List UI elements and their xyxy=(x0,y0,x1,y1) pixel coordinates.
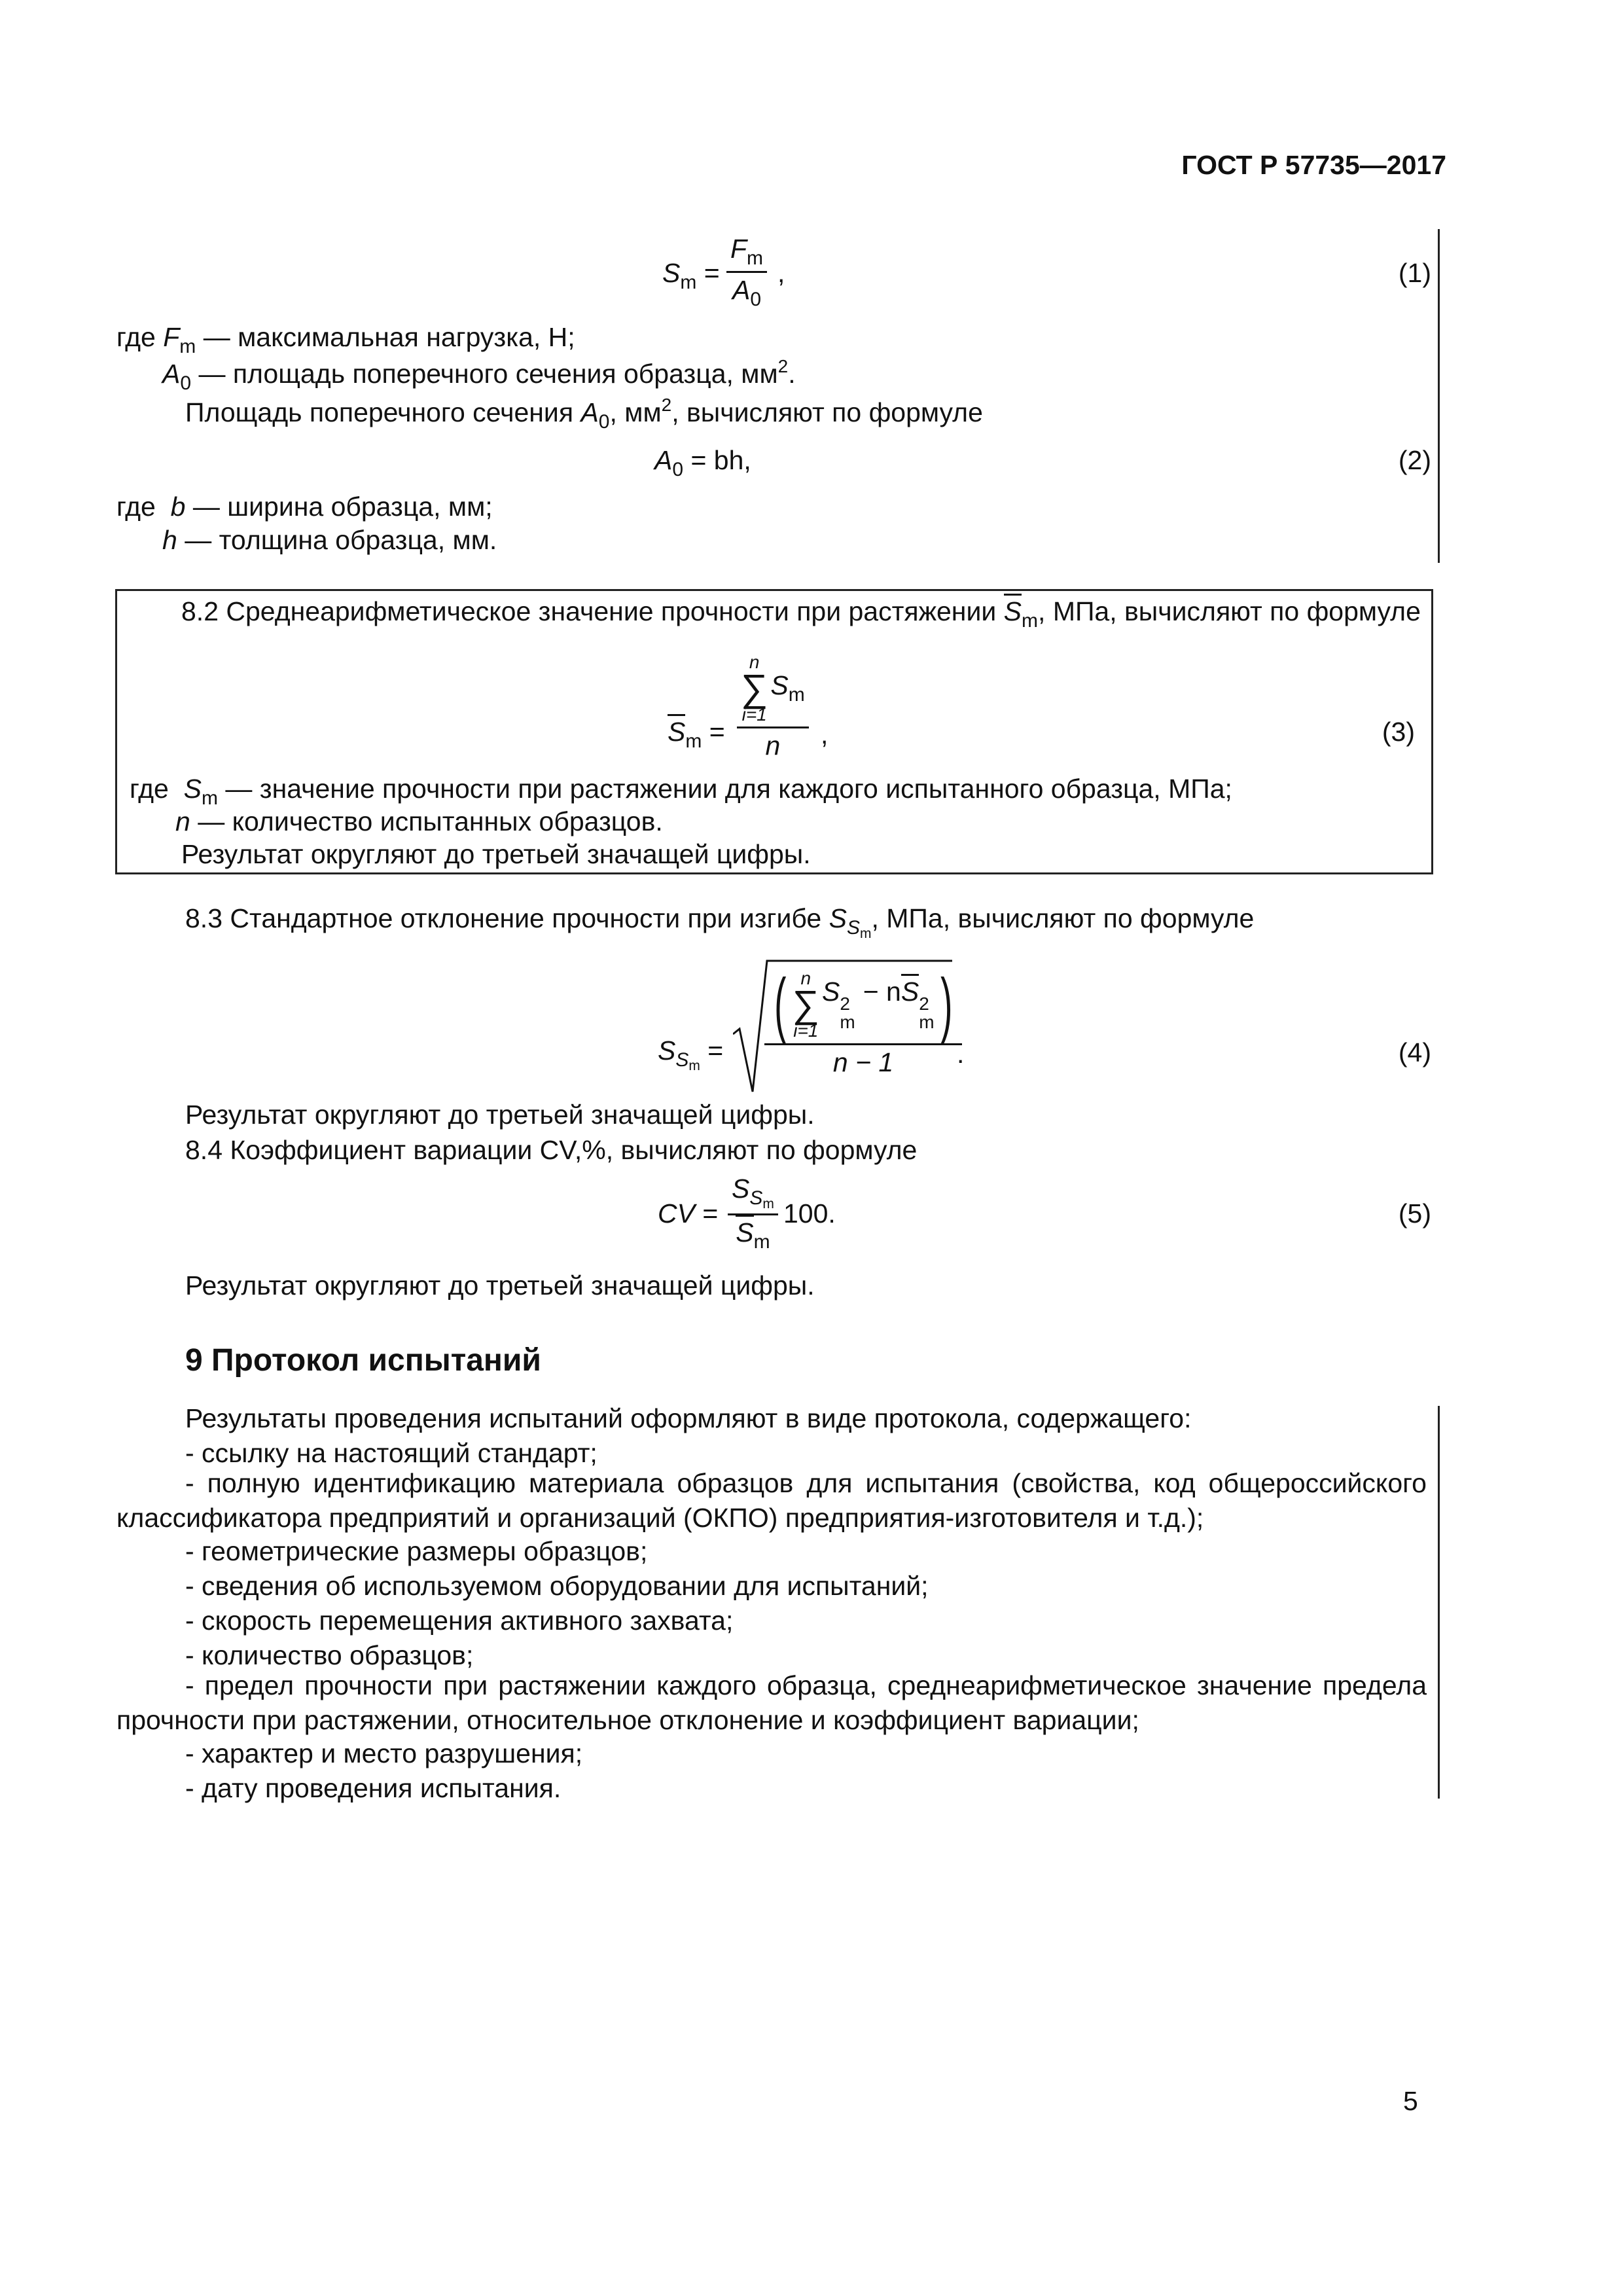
area-intro-text: Площадь поперечного сечения $A_0$, $мм^2$, вычисляют по формуле xyxy=(185,395,983,433)
protocol-item: - полную идентификацию материала образцов для испытания (свойства, код общероссийского классификатора предприятий и организаций (ОКПО) предприятия-изготовителя и т.д.); xyxy=(116,1468,1427,1533)
formula-5-number: (5) xyxy=(1398,1198,1431,1229)
protocol-item: - количество образцов; xyxy=(185,1640,474,1670)
formula-1-number: (1) xyxy=(1398,258,1431,288)
section-8-4-rounding: Результат округляют до третьей значащей цифры. xyxy=(185,1270,815,1300)
section-8-2-where-2: n — количество испытанных образцов. xyxy=(175,806,663,836)
protocol-item: - сведения об используемом оборудовании для испытаний; xyxy=(185,1571,929,1601)
formula-3-fraction: n ∑ i=1 $S_m$ n xyxy=(737,653,809,759)
protocol-item: - предел прочности при растяжении каждого образца, среднеарифметическое значение предела прочности при растяжении, относительное отклонение и коэффициент вариации; xyxy=(116,1670,1427,1735)
formula-4-period: . xyxy=(957,1039,965,1069)
revision-bar-top xyxy=(1438,229,1440,563)
formula-2: $A_0$ = bh, xyxy=(654,445,751,480)
formula-3-number: (3) xyxy=(1382,717,1415,747)
revision-bar-bottom xyxy=(1438,1406,1440,1799)
section-9-heading: 9 Протокол испытаний xyxy=(185,1343,541,1378)
protocol-item: - дату проведения испытания. xyxy=(185,1773,562,1803)
section-8-4-intro: 8.4 Коэффициент вариации CV,%, вычисляют по формуле xyxy=(185,1135,918,1165)
formula-3-comma: , xyxy=(821,719,829,749)
where-2-line-1: где b — ширина образца, мм; xyxy=(116,492,493,522)
section-8-3-intro: 8.3 Стандартное отклонение прочности при изгибе $S_{S_m}$, МПа, вычисляют по формуле xyxy=(185,903,1255,941)
formula-3-lhs: $S_m$ = xyxy=(668,719,725,751)
section-8-3-rounding: Результат округляют до третьей значащей цифры. xyxy=(185,1100,815,1130)
formula-4-fraction: ( n ∑ i=1 S 2 m − nS 2 m ) n − 1 xyxy=(764,969,962,1076)
section-8-2-intro: 8.2 Среднеарифметическое значение прочности при растяжении $S_m$, МПа, вычисляют по формуле xyxy=(181,598,1421,631)
section-8-2-rounding: Результат округляют до третьей значащей цифры. xyxy=(181,839,811,869)
where-2-line-2: h — толщина образца, мм. xyxy=(162,525,497,555)
formula-4-number: (4) xyxy=(1398,1037,1431,1067)
protocol-item: - ссылку на настоящий стандарт; xyxy=(185,1438,597,1468)
document-header: ГОСТ Р 57735—2017 xyxy=(1181,150,1446,180)
page-number: 5 xyxy=(1403,2086,1418,2116)
protocol-item: - геометрические размеры образцов; xyxy=(185,1536,648,1566)
formula-4-lhs: $S_{S_m}$ = xyxy=(658,1035,724,1073)
section-9-intro: Результаты проведения испытаний оформляют в виде протокола, содержащего: xyxy=(185,1403,1192,1433)
section-8-2-where-1: где $S_m$ — значение прочности при растяжении для каждого испытанного образца, МПа; xyxy=(130,774,1232,809)
formula-5-lhs: CV = xyxy=(658,1198,719,1229)
formula-5-multiplier: 100. xyxy=(783,1198,836,1229)
where-1-line-1: где $F_m$ — максимальная нагрузка, Н; xyxy=(116,322,575,357)
protocol-item: - скорость перемещения активного захвата; xyxy=(185,1605,734,1636)
formula-1-lhs: $S_m$ = xyxy=(662,258,720,293)
formula-5-fraction: $S_{S_m}$ $S_m$ xyxy=(728,1175,778,1252)
where-1-line-2: $A_0$ — площадь поперечного сечения образца, $мм^2$. xyxy=(162,356,796,394)
formula-1-fraction: $\frac{F_m}{A_0}$ xyxy=(726,236,767,310)
formula-1-comma: , xyxy=(777,258,785,288)
protocol-item: - характер и место разрушения; xyxy=(185,1738,583,1768)
formula-2-number: (2) xyxy=(1398,445,1431,475)
